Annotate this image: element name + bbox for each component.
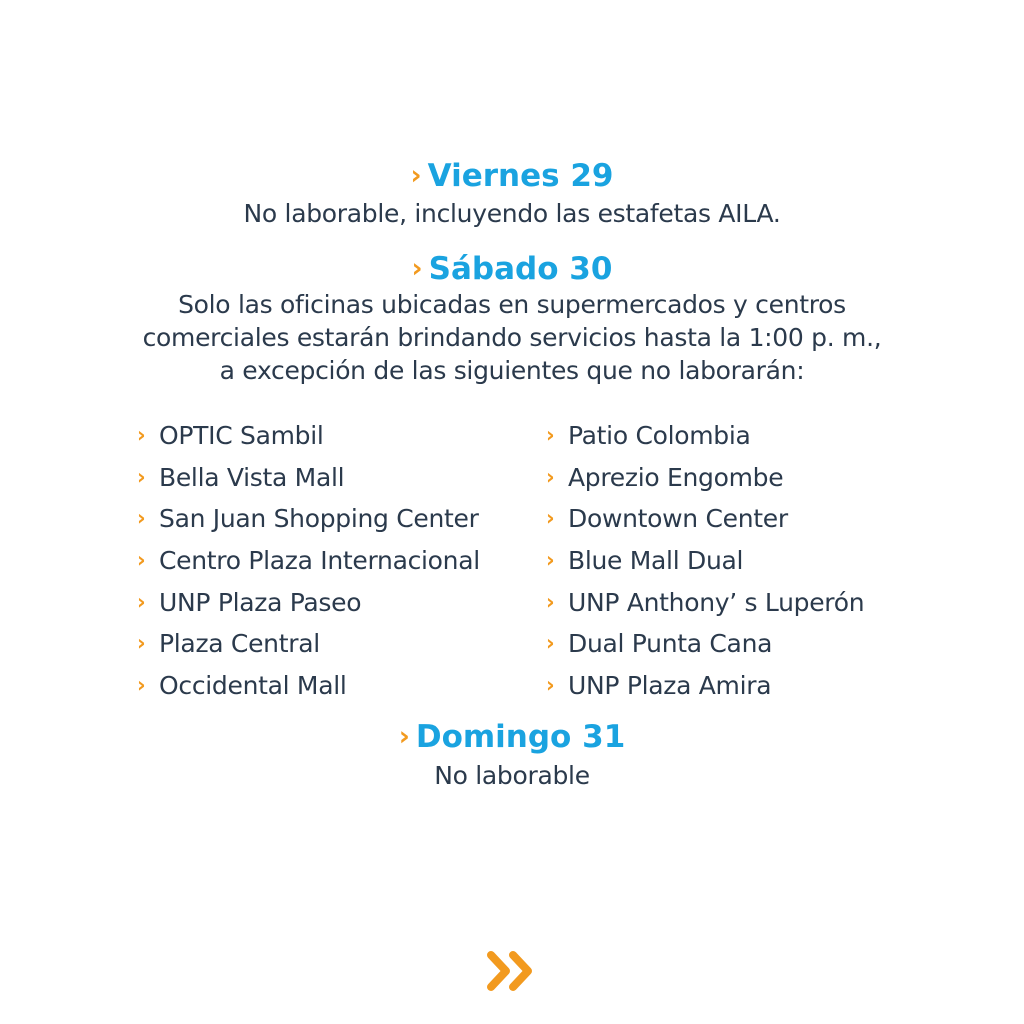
chevron-right-icon: › bbox=[137, 631, 146, 656]
list-item bbox=[546, 498, 864, 540]
chevron-right-icon: › bbox=[137, 548, 146, 573]
chevron-right-icon: › bbox=[137, 673, 146, 698]
chevron-right-icon: › bbox=[410, 160, 422, 191]
list-item bbox=[137, 582, 480, 624]
sunday-title bbox=[0, 717, 1024, 759]
list-item bbox=[546, 665, 864, 707]
list-item bbox=[137, 457, 480, 499]
list-item bbox=[137, 415, 480, 457]
list-item-label: Blue Mall Dual bbox=[568, 546, 744, 576]
list-item-label: Bella Vista Mall bbox=[159, 462, 345, 492]
chevron-right-icon: › bbox=[411, 253, 423, 284]
list-item-label: Downtown Center bbox=[568, 504, 788, 534]
sunday-text: No laborable bbox=[434, 761, 590, 790]
list-item-label: UNP Anthony’ s Luperón bbox=[568, 587, 865, 617]
list-item bbox=[546, 457, 864, 499]
list-item-label: Dual Punta Cana bbox=[568, 629, 773, 659]
list-item-label: OPTIC Sambil bbox=[159, 421, 324, 450]
list-item bbox=[137, 665, 480, 707]
saturday-title bbox=[0, 249, 1024, 291]
list-item-label: Patio Colombia bbox=[568, 421, 751, 450]
list-item bbox=[546, 623, 864, 665]
chevron-right-icon: › bbox=[546, 673, 555, 698]
chevron-right-icon: › bbox=[546, 589, 555, 614]
chevron-right-icon: › bbox=[137, 464, 146, 489]
sunday-title-text: Domingo 31 bbox=[415, 719, 626, 755]
friday-title bbox=[0, 156, 1024, 198]
list-item-label: UNP Plaza Paseo bbox=[159, 587, 362, 617]
sunday-description bbox=[0, 759, 1024, 792]
saturday-line: Solo las oficinas ubicadas en supermercados y centros bbox=[178, 290, 846, 319]
friday-description bbox=[0, 197, 1024, 230]
saturday-title-text: Sábado 30 bbox=[428, 251, 613, 287]
friday-title-text: Viernes 29 bbox=[427, 158, 614, 194]
double-chevron-right-icon[interactable] bbox=[486, 950, 538, 992]
chevron-right-icon: › bbox=[137, 589, 146, 614]
chevron-right-icon: › bbox=[137, 506, 146, 531]
chevron-right-icon: › bbox=[137, 423, 146, 447]
closed-offices-right-list bbox=[546, 415, 864, 707]
list-item-label: Plaza Central bbox=[159, 629, 320, 659]
chevron-right-icon: › bbox=[546, 548, 555, 573]
chevron-right-icon: › bbox=[546, 506, 555, 531]
list-item-label: Aprezio Engombe bbox=[568, 462, 784, 492]
chevron-right-icon: › bbox=[546, 464, 555, 489]
chevron-right-icon: › bbox=[398, 721, 410, 752]
saturday-description bbox=[0, 288, 1024, 387]
list-item bbox=[137, 623, 480, 665]
list-item-label: San Juan Shopping Center bbox=[159, 504, 479, 534]
saturday-line: a excepción de las siguientes que no laborarán: bbox=[219, 356, 805, 385]
list-item-label: UNP Plaza Amira bbox=[568, 671, 772, 701]
list-item bbox=[137, 540, 480, 582]
list-item-label: Occidental Mall bbox=[159, 671, 347, 701]
chevron-right-icon: › bbox=[546, 631, 555, 656]
list-item bbox=[546, 540, 864, 582]
list-item bbox=[546, 582, 864, 624]
chevron-right-icon: › bbox=[546, 423, 555, 447]
list-item bbox=[137, 498, 480, 540]
friday-text: No laborable, incluyendo las estafetas AILA. bbox=[243, 199, 781, 228]
closed-offices-left-list bbox=[137, 415, 480, 707]
list-item bbox=[546, 415, 864, 457]
saturday-line: comerciales estarán brindando servicios hasta la 1:00 p. m., bbox=[142, 323, 882, 352]
list-item-label: Centro Plaza Internacional bbox=[159, 546, 480, 576]
